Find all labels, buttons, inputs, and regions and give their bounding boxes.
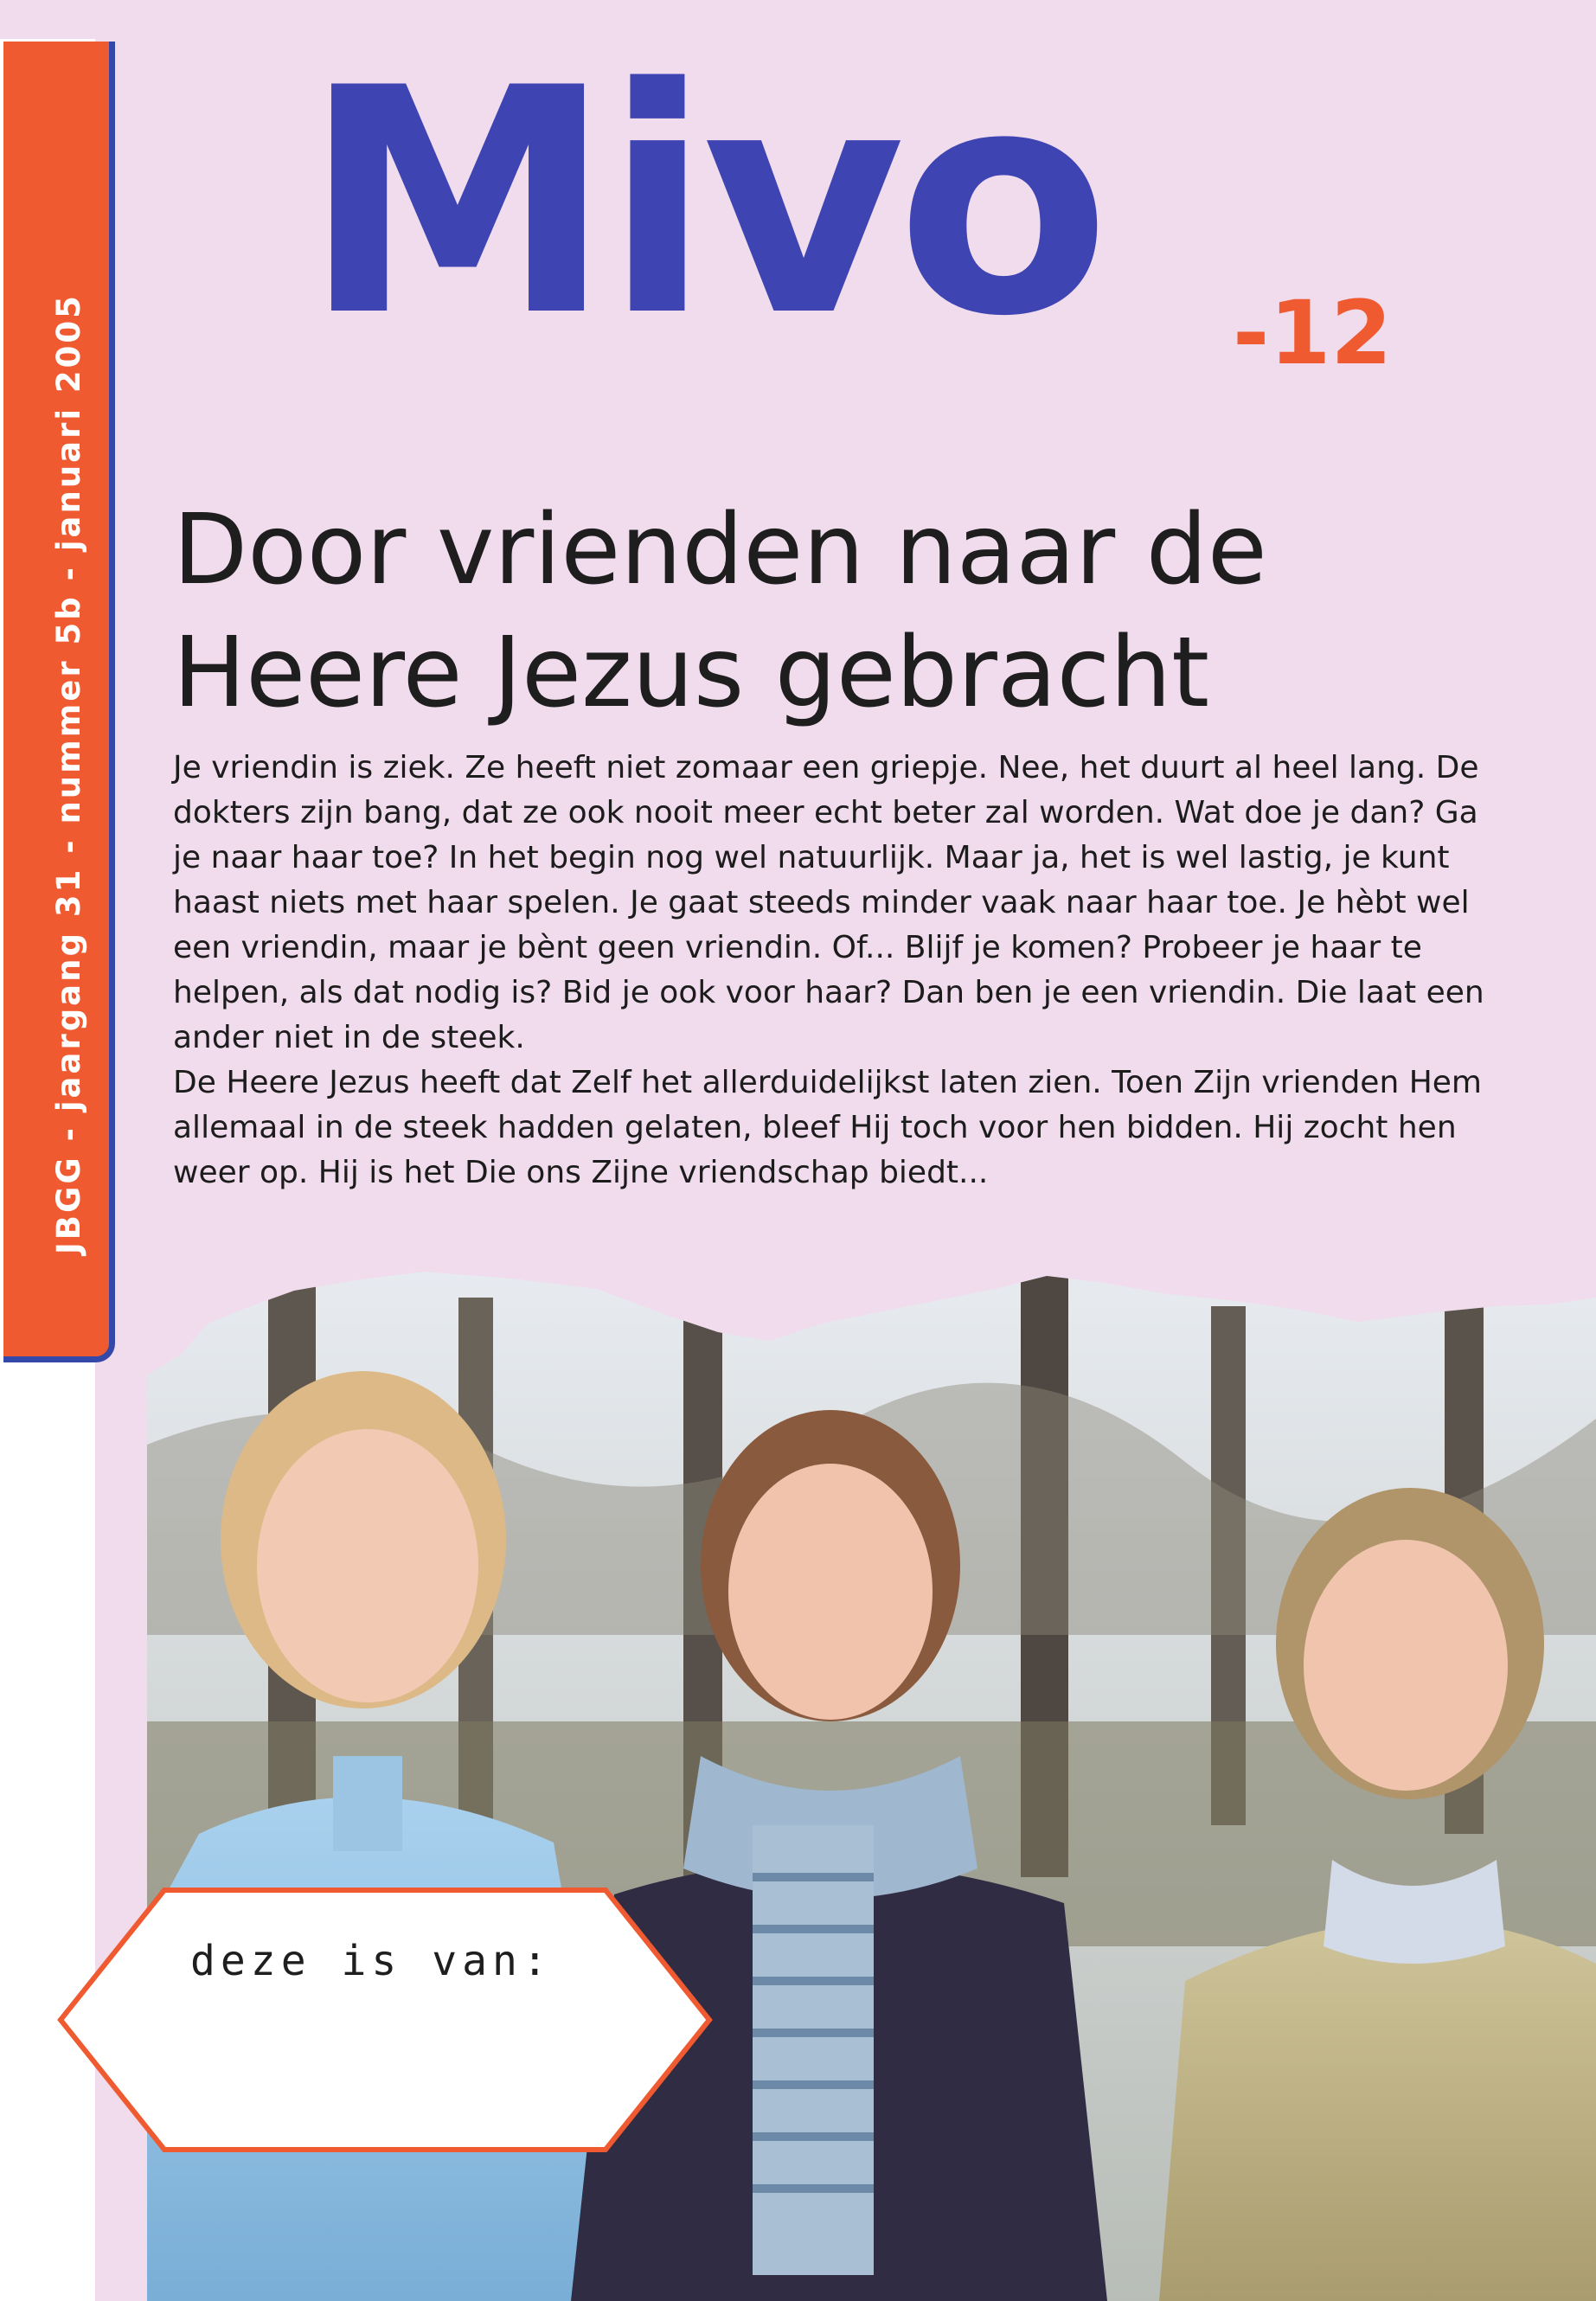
title-line-1: Door vrienden naar de [173,494,1267,606]
paragraph-2: De Heere Jezus heeft dat Zelf het allerduidelijkst laten zien. Toen Zijn vrienden Hem allemaal in de steek hadden gelaten, bleef Hij toch voor hen bidden. Hij zocht hen weer op. Hij is het Die ons Zijne vriendschap biedt... [173,1065,1483,1190]
age-group-label: -12 [1233,282,1393,385]
label-frame [52,1881,718,2158]
label-caption: deze is van: [190,1937,553,1985]
magazine-logo: Mivo [303,22,1102,384]
article-title [173,489,1471,734]
owner-name-label[interactable] [52,1881,718,2158]
paragraph-1: Je vriendin is ziek. Ze heeft niet zomaar een griepje. Nee, het duurt al heel lang. De dokters zijn bang, dat ze ook nooit meer echt beter zal worden. Wat doe je dan? Ga je naar haar toe? In het begin nog wel natuurlijk. Maar ja, het is wel lastig, je kunt haast niets met haar spelen. Je gaat steeds minder vaak naar haar toe. Je hèbt wel een vriendin, maar je bènt geen vriendin. Of... Blijf je komen? Probeer je haar te helpen, als dat nodig is? Bid je ook voor haar? Dan ben je een vriendin. Die laat een ander niet in de steek. [173,750,1484,1055]
issue-info: JBGG - jaargang 31 - nummer 5b - januari 2005 [50,293,87,1254]
title-line-2: Heere Jezus gebracht [173,617,1210,729]
article-body [173,746,1509,1195]
